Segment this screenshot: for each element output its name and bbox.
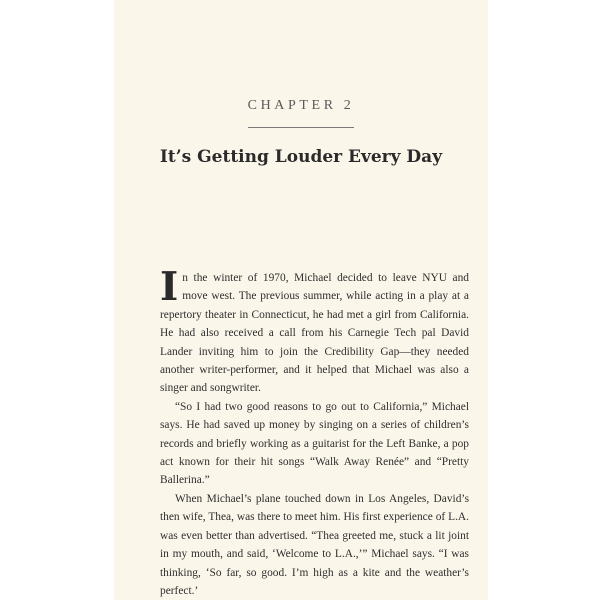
book-page [114, 0, 488, 600]
chapter-title: It’s Getting Louder Every Day [159, 147, 443, 167]
paragraph-1-text: n the winter of 1970, Michael decided to leave NYU and move west. The previous summer, while acting in a play at a repertory theater in Connecticut, he had met a girl from California. He had also received a call from his Carnegie Tech pal David Lander inviting him to join the Credibility Gap—they needed another writer-performer, and it helped that Michael was also a singer and songwriter. [160, 272, 469, 395]
drop-cap: I [160, 264, 179, 310]
paragraph-2: “So I had two good reasons to go out to California,” Michael says. He had saved up money by singing on a series of children’s records and briefly working as a guitarist for the Left Banke, a pop act known for their hit songs “Walk Away Renée” and “Pretty Ballerina.” [160, 400, 469, 487]
paragraph-1 [160, 264, 469, 398]
chapter-body [160, 264, 469, 600]
paragraph-3: When Michael’s plane touched down in Los Angeles, David’s then wife, Thea, was there to meet him. His first experience of L.A. was even better than advertised. “Thea greeted me, stuck a lit joint in my mouth, and said, ‘Welcome to L.A.,’” Michael says. “I was thinking, ‘So far, so good. I’m high as a kite and the weather’s perfect.’ [160, 492, 469, 597]
chapter-rule [248, 127, 354, 128]
chapter-label: CHAPTER 2 [247, 98, 355, 113]
